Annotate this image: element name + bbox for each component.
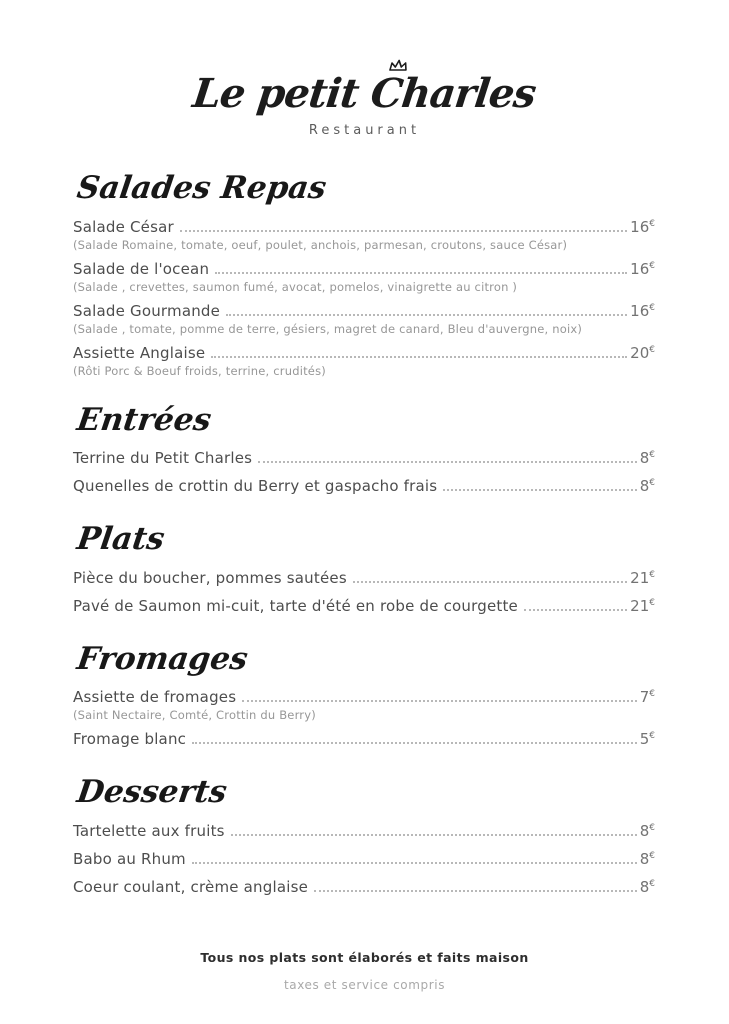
dot-leader xyxy=(242,700,636,702)
menu-item-name: Pavé de Saumon mi-cuit, tarte d'été en robe de courgette xyxy=(73,596,518,615)
dot-leader xyxy=(258,461,637,463)
menu-item-line xyxy=(73,301,655,322)
footer-main-text: Tous nos plats sont élaborés et faits maison xyxy=(200,950,529,965)
currency-symbol: € xyxy=(649,822,655,833)
menu-section-desserts xyxy=(73,776,655,898)
menu-item-line xyxy=(73,596,655,617)
price-value: 21 xyxy=(630,568,650,587)
menu-item-line xyxy=(73,877,655,898)
price-value: 8 xyxy=(639,849,650,868)
currency-symbol: € xyxy=(649,344,655,355)
menu-item-line xyxy=(73,729,655,750)
dot-leader xyxy=(180,230,627,232)
price-value: 7 xyxy=(639,688,650,707)
menu-item-name: Babo au Rhum xyxy=(73,849,186,868)
menu-item-line xyxy=(73,687,655,708)
dot-leader xyxy=(231,834,637,836)
menu-item xyxy=(73,476,655,497)
menu-item-price xyxy=(630,259,655,280)
price-value: 16 xyxy=(630,217,650,236)
price-value: 5 xyxy=(639,730,650,749)
currency-symbol: € xyxy=(649,569,655,580)
restaurant-name xyxy=(191,72,538,116)
menu-item-price xyxy=(630,568,655,589)
menu-footer xyxy=(0,950,729,992)
price-value: 16 xyxy=(630,259,650,278)
menu-item xyxy=(73,568,655,589)
dot-leader xyxy=(192,742,637,744)
menu-item-price xyxy=(640,849,655,870)
menu-item xyxy=(73,343,655,378)
menu-item-description: (Rôti Porc & Boeuf froids, terrine, crudités) xyxy=(73,363,326,378)
menu-item-price xyxy=(640,448,655,469)
currency-symbol: € xyxy=(649,731,655,742)
menu-item-name: Salade de l'ocean xyxy=(73,259,210,278)
menu-item xyxy=(73,729,655,750)
menu-item-description: (Salade , tomate, pomme de terre, gésiers, magret de canard, Bleu d'auvergne, noix) xyxy=(73,321,583,336)
menu-item-line xyxy=(73,343,655,364)
dot-leader xyxy=(226,314,627,316)
restaurant-logo xyxy=(0,0,729,138)
price-value: 8 xyxy=(639,877,650,896)
menu-item-price xyxy=(630,301,655,322)
dot-leader xyxy=(353,581,627,583)
menu-item-line xyxy=(73,448,655,469)
menu-item-line xyxy=(73,476,655,497)
menu-section-entrees xyxy=(73,401,655,498)
price-value: 8 xyxy=(639,821,650,840)
currency-symbol: € xyxy=(649,218,655,229)
footer-sub-text: taxes et service compris xyxy=(283,978,446,992)
menu-item-line xyxy=(73,849,655,870)
dot-leader xyxy=(215,272,627,274)
menu-item xyxy=(73,821,655,842)
menu-section-fromages xyxy=(73,640,655,751)
price-value: 8 xyxy=(639,449,650,468)
dot-leader xyxy=(314,890,637,892)
menu-content xyxy=(73,172,655,898)
menu-item-name: Coeur coulant, crème anglaise xyxy=(73,877,309,896)
section-title-fromages: Fromages xyxy=(74,640,251,677)
menu-item-name: Salade Gourmande xyxy=(73,301,221,320)
menu-item-price xyxy=(630,343,655,364)
menu-section-salades-repas xyxy=(73,172,655,378)
menu-item-price xyxy=(640,821,655,842)
currency-symbol: € xyxy=(649,597,655,608)
restaurant-subtitle: Restaurant xyxy=(308,123,421,138)
menu-item-price xyxy=(640,729,655,750)
menu-item xyxy=(73,596,655,617)
menu-section-plats xyxy=(73,523,655,617)
menu-item-description: (Salade Romaine, tomate, oeuf, poulet, anchois, parmesan, croutons, sauce César) xyxy=(73,237,568,252)
section-title-salades-repas: Salades Repas xyxy=(74,170,329,206)
menu-item-name: Salade César xyxy=(73,217,174,236)
menu-item xyxy=(73,259,655,294)
menu-item-name: Pièce du boucher, pommes sautées xyxy=(73,568,347,587)
section-title-entrees: Entrées xyxy=(74,401,214,438)
price-value: 16 xyxy=(630,301,650,320)
menu-item xyxy=(73,849,655,870)
dot-leader xyxy=(443,489,636,491)
currency-symbol: € xyxy=(649,878,655,889)
crown-icon xyxy=(388,59,410,72)
currency-symbol: € xyxy=(649,689,655,700)
menu-item-price xyxy=(630,596,655,617)
price-value: 8 xyxy=(639,477,650,496)
dot-leader xyxy=(524,609,627,611)
menu-item-price xyxy=(640,687,655,708)
section-title-desserts: Desserts xyxy=(74,774,230,811)
menu-item-name: Terrine du Petit Charles xyxy=(73,449,253,468)
menu-item-name: Assiette Anglaise xyxy=(73,343,206,362)
menu-item-price xyxy=(640,476,655,497)
restaurant-name-text: Le petit Charles xyxy=(190,70,539,117)
menu-item-description: (Salade , crevettes, saumon fumé, avocat, pomelos, vinaigrette au citron ) xyxy=(73,279,518,294)
menu-item-line xyxy=(73,821,655,842)
menu-item xyxy=(73,448,655,469)
dot-leader xyxy=(211,356,627,358)
menu-item-price xyxy=(630,217,655,238)
currency-symbol: € xyxy=(649,850,655,861)
menu-item-name: Fromage blanc xyxy=(73,730,187,749)
menu-item xyxy=(73,301,655,336)
currency-symbol: € xyxy=(649,478,655,489)
menu-item-line xyxy=(73,259,655,280)
price-value: 20 xyxy=(630,343,650,362)
dot-leader xyxy=(192,862,637,864)
menu-item-line xyxy=(73,217,655,238)
currency-symbol: € xyxy=(649,450,655,461)
currency-symbol: € xyxy=(649,260,655,271)
menu-item xyxy=(73,687,655,722)
menu-item-description: (Saint Nectaire, Comté, Crottin du Berry) xyxy=(73,708,316,723)
section-title-plats: Plats xyxy=(74,521,167,558)
menu-item-name: Tartelette aux fruits xyxy=(73,821,225,840)
currency-symbol: € xyxy=(649,302,655,313)
menu-item-line xyxy=(73,568,655,589)
menu-item xyxy=(73,217,655,252)
menu-item xyxy=(73,877,655,898)
menu-item-price xyxy=(640,877,655,898)
price-value: 21 xyxy=(630,596,650,615)
menu-item-name: Quenelles de crottin du Berry et gaspacho frais xyxy=(73,477,438,496)
menu-item-name: Assiette de fromages xyxy=(73,688,237,707)
